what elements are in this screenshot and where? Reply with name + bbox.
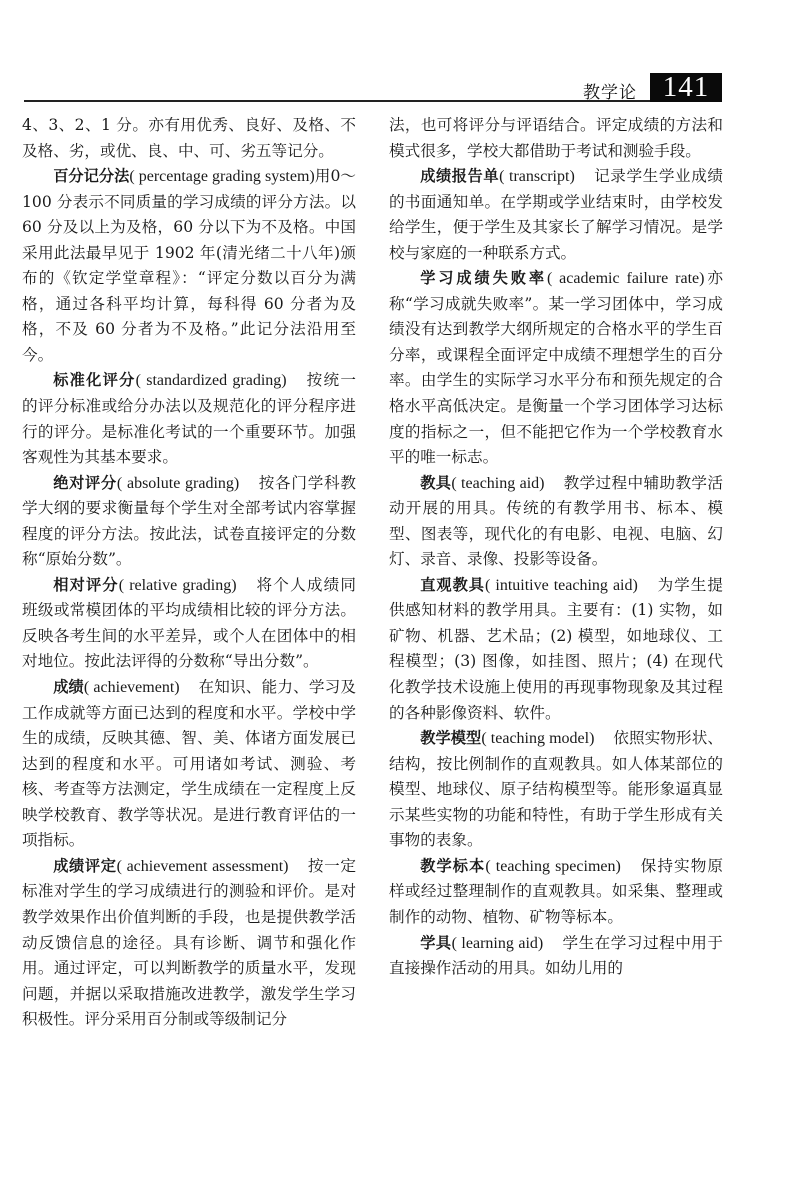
glossary-entry bbox=[389, 471, 723, 573]
glossary-entry bbox=[389, 164, 723, 266]
entry-definition: 为学生提供感知材料的教学用具。主要有：(1) 实物，如矿物、机器、艺术品；(2) 模型，如地球仪、工程模型；(3) 图像，如挂图、照片；(4) 在现代化教学技术设施上使用的再现事物现象及其过程的各种影像资料、软件。 bbox=[389, 575, 724, 722]
entry-definition: 亦称“学习成就失败率”。某一学习团体中，学习成绩没有达到教学大纲所规定的合格水平的学生百分率，或课程全面评定中成绩不理想学生的百分率。由学生的实际学习水平分布和预先规定的合格水平高低决定。是衡量一个学习团体学习达标度的指标之一，但不能把它作为一个学校教育水平的唯一标志。 bbox=[389, 269, 723, 467]
entry-term: 绝对评分 bbox=[53, 473, 117, 492]
entry-english: ( teaching aid) bbox=[451, 474, 545, 492]
glossary-entry bbox=[389, 931, 723, 982]
entry-definition: 按各门学科教学大纲的要求衡量每个学生对全部考试内容掌握程度的评分方法。按此法，试卷直接评定的分数称“原始分数”。 bbox=[22, 473, 356, 569]
entry-term: 学具 bbox=[420, 933, 452, 952]
entry-english: ( intuitive teaching aid) bbox=[485, 576, 638, 594]
entry-english: ( standardized grading) bbox=[135, 372, 287, 390]
header-rule bbox=[24, 100, 654, 102]
left-column bbox=[22, 113, 356, 1033]
entry-term: 成绩 bbox=[53, 678, 84, 697]
entry-term: 教具 bbox=[420, 473, 452, 492]
page-number: 141 bbox=[650, 73, 722, 102]
glossary-entry bbox=[22, 471, 356, 573]
glossary-entry bbox=[22, 368, 356, 470]
glossary-entry bbox=[22, 164, 356, 368]
right-column bbox=[389, 113, 723, 982]
entry-english: ( achievement) bbox=[83, 679, 180, 697]
continuation-text: 4、3、2、1 分。亦有用优秀、良好、及格、不及格、劣，或优、良、中、可、劣五等记分。 bbox=[22, 116, 356, 160]
entry-term: 学习成绩失败率 bbox=[420, 269, 547, 288]
entry-term: 百分记分法 bbox=[53, 167, 130, 186]
entry-english: ( achievement assessment) bbox=[116, 857, 289, 875]
entry-term: 成绩报告单 bbox=[420, 167, 500, 186]
entry-term: 教学标本 bbox=[420, 856, 486, 875]
entry-definition: 将个人成绩同班级或常模团体的平均成绩相比较的评分方法。反映各考生间的水平差异，或个人在团体中的相对地位。按此法评得的分数称“导出分数”。 bbox=[22, 575, 357, 671]
entry-term: 相对评分 bbox=[53, 575, 119, 594]
entry-english: ( percentage grading system) bbox=[129, 168, 315, 186]
entry-english: ( absolute grading) bbox=[116, 474, 240, 492]
entry-definition: 教学过程中辅助教学活动开展的用具。传统的有教学用书、标本、模型、图表等，现代化的有电影、电视、电脑、幻灯、录音、录像、投影等设备。 bbox=[389, 473, 723, 569]
entry-definition: 学生在学习过程中用于直接操作活动的用具。如幼儿用的 bbox=[389, 933, 724, 978]
entry-english: ( relative grading) bbox=[118, 576, 237, 594]
entry-english: ( teaching model) bbox=[481, 730, 595, 748]
entry-english: ( learning aid) bbox=[451, 934, 544, 952]
entry-definition: 按一定标准对学生的学习成绩进行的测验和评价。是对教学效果作出价值判断的手段，也是提供教学活动反馈信息的途径。具有诊断、调节和强化作用。通过评定，可以判断教学的质量水平，发现问题，并据以采取措施改进教学，激发学生学习积极性。评分采用百分制或等级制记分 bbox=[22, 856, 356, 1029]
section-title: 教学论 bbox=[583, 83, 637, 103]
entry-english: ( transcript) bbox=[499, 168, 575, 186]
entry-term: 教学模型 bbox=[420, 729, 482, 748]
entry-definition: 依照实物形状、结构，按比例制作的直观教具。如人体某部位的模型、地球仪、原子结构模型等。能形象逼真显示某些实物的功能和特性，有助于学生形成有关事物的表象。 bbox=[389, 729, 724, 850]
entry-definition: 记录学生学业成绩的书面通知单。在学期或学业结束时，由学校发给学生，便于学生及其家长了解学习情况。是学校与家庭的一种联系方式。 bbox=[389, 167, 723, 262]
glossary-entry bbox=[389, 854, 723, 931]
entry-term: 成绩评定 bbox=[53, 856, 117, 875]
glossary-entry bbox=[22, 675, 356, 854]
entry-term: 直观教具 bbox=[420, 575, 486, 594]
glossary-entry bbox=[389, 726, 723, 854]
entry-definition: 按统一的评分标准或给分办法以及规范化的评分程序进行的评分。是标准化考试的一个重要环节。加强客观性为其基本要求。 bbox=[22, 371, 356, 467]
page-header bbox=[0, 0, 795, 110]
glossary-entry bbox=[389, 573, 723, 726]
entry-english: ( teaching specimen) bbox=[485, 857, 621, 875]
entry-definition: 保持实物原样或经过整理制作的直观教具。如采集、整理或制作的动物、植物、矿物等标本。 bbox=[389, 856, 724, 926]
entry-term: 标准化评分 bbox=[53, 371, 136, 390]
continuation-text: 法，也可将评分与评语结合。评定成绩的方法和模式很多，学校大都借助于考试和测验手段。 bbox=[389, 116, 723, 160]
glossary-entry bbox=[22, 854, 356, 1033]
glossary-entry bbox=[22, 573, 356, 675]
glossary-entry bbox=[389, 266, 723, 470]
entry-definition: 用0～100 分表示不同质量的学习成绩的评分方法。以 60 分及以上为及格，60 分以下为不及格。中国采用此法最早见于 1902 年(清光绪二十八年)颁布的《钦定学堂章程》：“评定分数以百分为满格，通过各科平均计算，每科得 60 分者为及格，不及 60 分者为不及格。”此记分法沿用至今。 bbox=[22, 167, 357, 364]
entry-english: ( academic failure rate) bbox=[546, 270, 705, 288]
entry-definition: 在知识、能力、学习及工作成就等方面已达到的程度和水平。学校中学生的成绩，反映其德、智、美、体诸方面发展已达到的程度和水平。可用诸如考试、测验、考核、考查等方法测定，学生成绩在一定程度上反映学校教育、教学等状况。是进行教育评估的一项指标。 bbox=[22, 678, 357, 850]
